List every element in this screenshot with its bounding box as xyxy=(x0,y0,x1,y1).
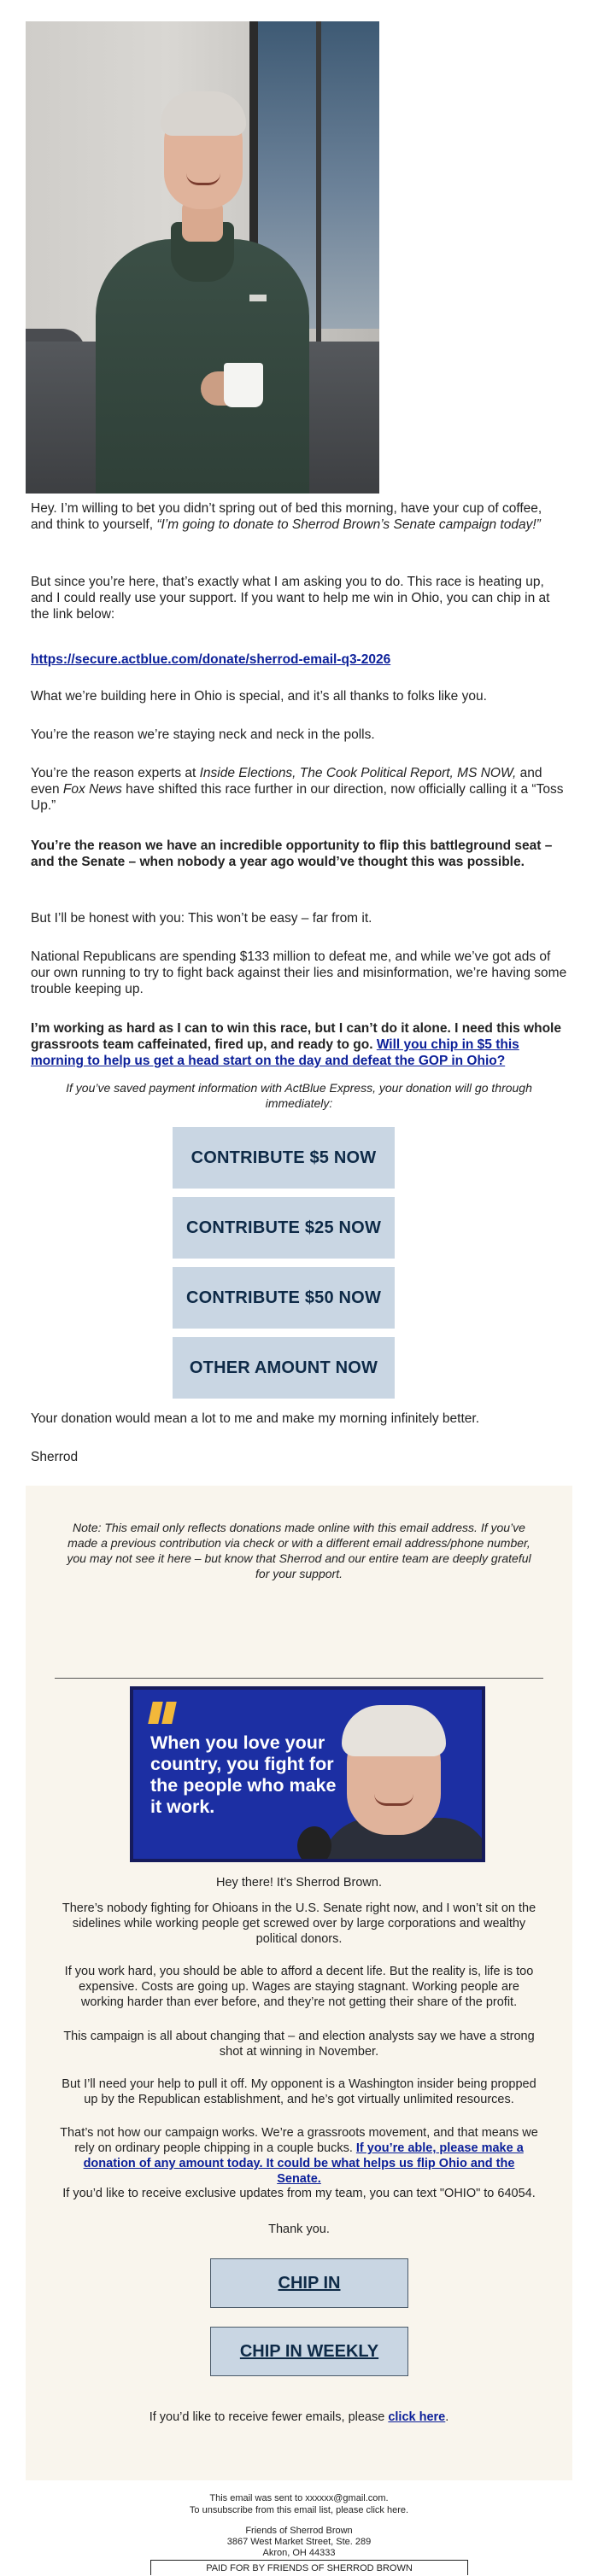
intro-paragraph-9: I’m working as hard as I can to win this race, but I can’t do it alone. I need this whole grassroots team caffeinated, fired up, and ready to go. Will you chip in $5 this morning to help us get a head start on the day and defeat the GOP in Ohio? xyxy=(31,1021,561,1068)
org-name: Friends of Sherrod Brown xyxy=(245,2526,353,2536)
hero-photo xyxy=(26,21,379,494)
other-amount-button[interactable]: OTHER AMOUNT NOW xyxy=(173,1337,395,1399)
intro-paragraph-8: National Republicans are spending $133 million to defeat me, and while we’ve got ads of our own running to try to fight back against their lies and misinformation, we’re having some trouble keeping up. xyxy=(31,949,567,996)
org-city: Akron, OH 44333 xyxy=(262,2548,336,2558)
intro-paragraph-1: Hey. I’m willing to bet you didn’t spring out of bed this morning, have your cup of coffee, and think to yourself, “I’m going to donate to Sherrod Brown’s Senate campaign today!” xyxy=(31,501,542,532)
contribute-25-button[interactable]: CONTRIBUTE $25 NOW xyxy=(173,1197,395,1259)
chip-in-5-link[interactable]: Will you chip in $5 this morning to help us get a head start on the day and defeat the GOP in Ohio? xyxy=(31,1037,519,1068)
sent-to-text: This email was sent to xxxxxx@gmail.com. xyxy=(209,2493,389,2503)
contribute-50-button[interactable]: CONTRIBUTE $50 NOW xyxy=(173,1267,395,1329)
intro-paragraph-7: But I’ll be honest with you: This won’t be easy – far from it. xyxy=(31,911,372,926)
divider xyxy=(55,1678,543,1679)
panel-paragraph-3: If you work hard, you should be able to afford a decent life. But the reality is, life is too expensive. Costs are going up. Wages are staying stagnant. Working people are working harder than ever before, and they’re not getting their share of the profit. xyxy=(64,1965,534,2009)
intro-paragraph-6: You’re the reason we have an incredible opportunity to flip this battleground seat – and the Senate – when nobody a year ago would’ve thought this was possible. xyxy=(31,838,553,869)
fewer-emails-link[interactable]: click here xyxy=(388,2410,446,2424)
actblue-express-note: If you’ve saved payment information with ActBlue Express, your donation will go through immediately: xyxy=(66,1081,532,1110)
panel-paragraph-5: But I’ll need your help to pull it off. My opponent is a Washington insider being propped up by the Republican establishment, and he’s got virtually unlimited resources. xyxy=(62,2077,536,2106)
panel-thank-you: Thank you. xyxy=(268,2223,330,2236)
donation-note: Note: This email only reflects donations made online with this email address. If you’ve made a previous contribution via check or with a different email address/phone number, you may not see it here – but know that Sherrod and our entire team are deeply grateful for your support. xyxy=(67,1521,531,1580)
closing-paragraph: Your donation would mean a lot to me and make my morning infinitely better. xyxy=(31,1411,480,1426)
org-street: 3867 West Market Street, Ste. 289 xyxy=(226,2537,372,2547)
paid-for-disclaimer: PAID FOR BY FRIENDS OF SHERROD BROWN xyxy=(150,2560,468,2575)
panel-text-updates: If you’d like to receive exclusive updates from my team, you can text "OHIO" to 64054. xyxy=(62,2187,536,2200)
signature: Sherrod xyxy=(31,1450,79,1464)
intro-paragraph-2: But since you’re here, that’s exactly what I am asking you to do. This race is heating up, and I could really use your support. If you want to help me win in Ohio, you can chip in at the link below: xyxy=(31,575,550,622)
coffee-mug xyxy=(224,363,263,407)
intro-paragraph-3: What we’re building here in Ohio is special, and it’s all thanks to folks like you. xyxy=(31,689,487,704)
panel-paragraph-4: This campaign is all about changing that – and election analysts say we have a strong shot at winning in November. xyxy=(63,2030,535,2059)
unsubscribe-text[interactable]: To unsubscribe from this email list, please click here. xyxy=(189,2505,409,2515)
campaign-banner xyxy=(130,1686,485,1862)
quote-mark-icon xyxy=(150,1702,178,1726)
panel-greeting: Hey there! It’s Sherrod Brown. xyxy=(216,1876,382,1890)
contribute-5-button[interactable]: CONTRIBUTE $5 NOW xyxy=(173,1127,395,1189)
intro-paragraph-5: You’re the reason experts at Inside Elections, The Cook Political Report, MS NOW, and even Fox News have shifted this race further in our direction, now officially calling it a “Toss Up.” xyxy=(31,766,564,813)
chip-in-button[interactable]: CHIP IN xyxy=(210,2258,408,2308)
donate-link-block xyxy=(31,651,567,668)
panel-paragraph-6: That’s not how our campaign works. We’re a grassroots movement, and that means we rely on ordinary people chipping in a couple bucks. If you’re able, please make a donation of any amount today. It could be what helps us flip Ohio and the Senate. xyxy=(60,2126,538,2186)
panel-paragraph-2: There’s nobody fighting for Ohioans in the U.S. Senate right now, and I won’t sit on the sidelines while working people get screwed over by large corporations and wealthy political donors. xyxy=(62,1901,536,1946)
banner-text: When you love your country, you fight for the people who make it work. xyxy=(150,1732,337,1817)
microphone-icon xyxy=(297,1826,331,1862)
donate-any-amount-link[interactable]: If you’re able, please make a donation of any amount today. It could be what helps us flip Ohio and the Senate. xyxy=(83,2141,524,2186)
fewer-emails-text: If you’d like to receive fewer emails, please click here. xyxy=(149,2410,449,2424)
chip-in-weekly-button[interactable]: CHIP IN WEEKLY xyxy=(210,2327,408,2376)
intro-paragraph-4: You’re the reason we’re staying neck and neck in the polls. xyxy=(31,727,375,742)
donate-link[interactable]: https://secure.actblue.com/donate/sherrod-email-q3-2026 xyxy=(31,652,391,667)
